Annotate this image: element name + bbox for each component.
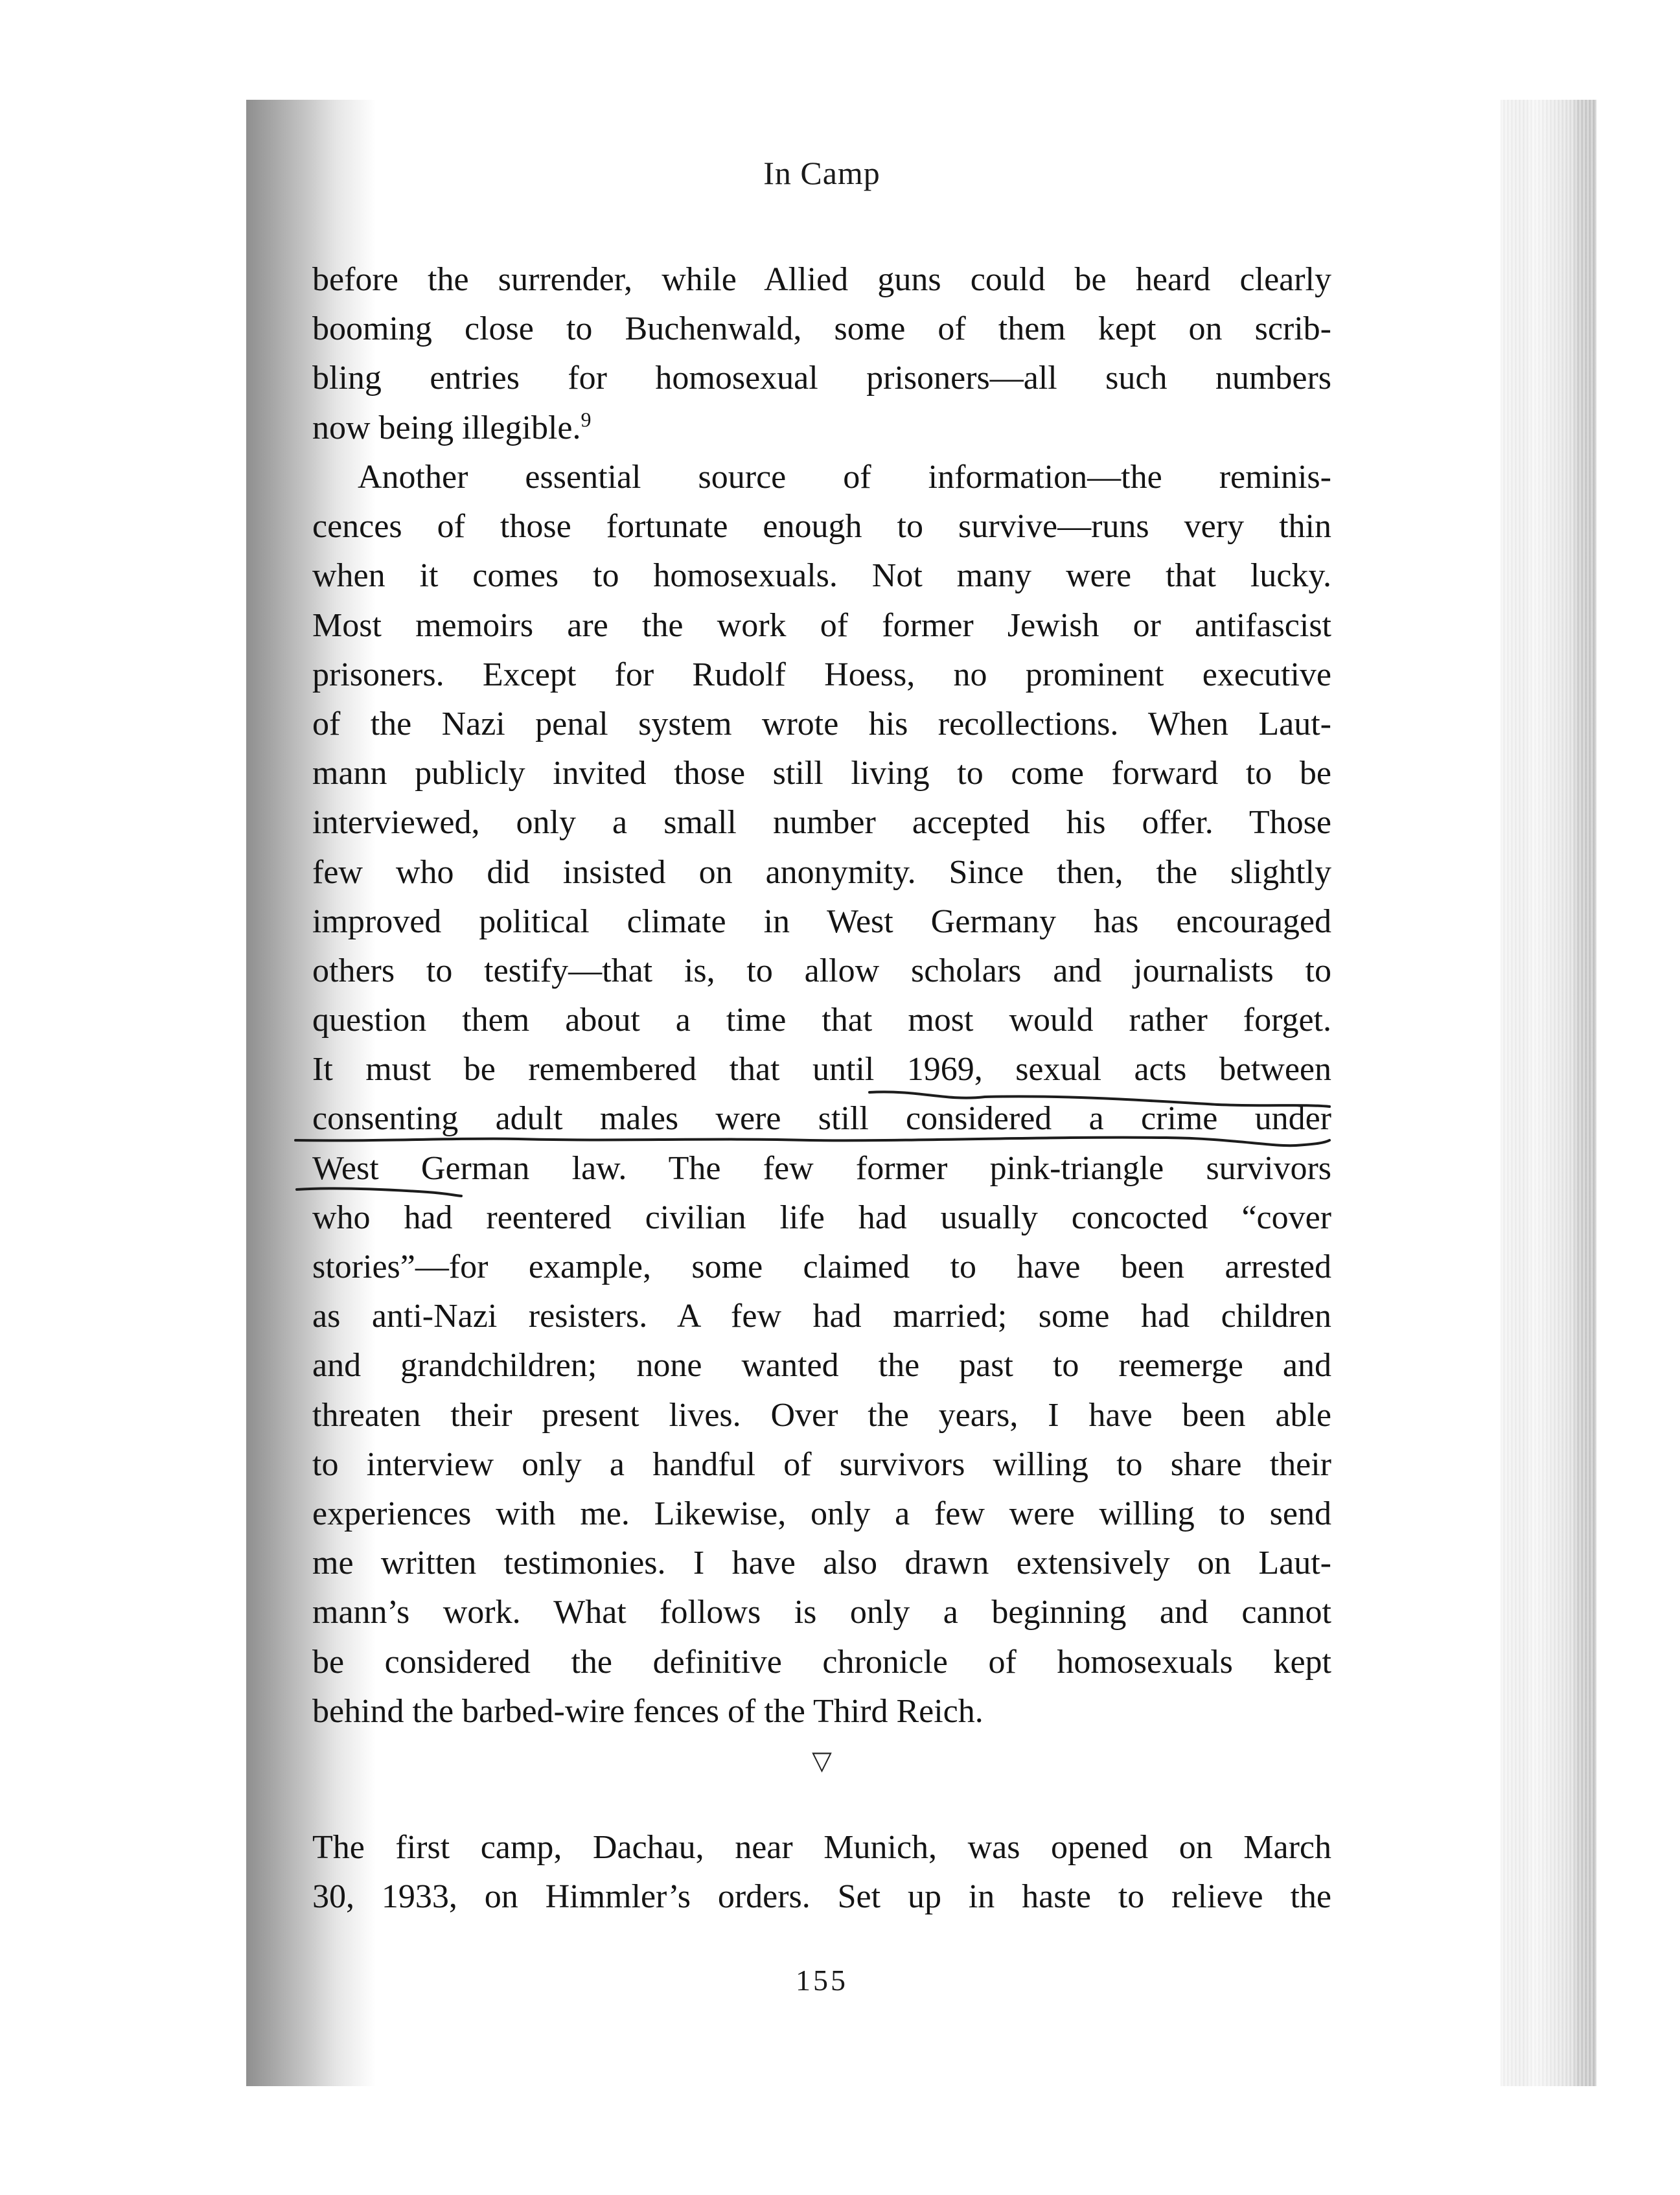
footnote-ref[interactable]: 9 bbox=[581, 408, 592, 431]
text-line: others to testify—that is, to allow scholars and journalists to bbox=[312, 952, 1331, 989]
text-line: to interview only a handful of survivors willing to share their bbox=[312, 1445, 1331, 1483]
paragraph-dachau bbox=[312, 1823, 1331, 1922]
text-line: prisoners. Except for Rudolf Hoess, no prominent executive bbox=[312, 656, 1331, 693]
text-line-underlined: It must be remembered that until 1969, sexual acts between bbox=[312, 1051, 1331, 1088]
text-line: The first camp, Dachau, near Munich, was opened on March bbox=[312, 1829, 1331, 1866]
text-line: mann’s work. What follows is only a beginning and cannot bbox=[312, 1594, 1331, 1631]
text-line-last bbox=[312, 404, 1331, 453]
page-number: 155 bbox=[796, 1964, 848, 1997]
text-line: improved political climate in West Germany has encouraged bbox=[312, 902, 1331, 940]
text-line-underlined: consenting adult males were still considered a crime under bbox=[312, 1100, 1331, 1138]
text-line: mann publicly invited those still living to come forward to be bbox=[312, 755, 1331, 792]
text-line: when it comes to homosexuals. Not many were that lucky. bbox=[312, 557, 1331, 595]
text-line: behind the barbed-wire fences of the Third Reich. bbox=[312, 1692, 984, 1730]
text-line: bling entries for homosexual prisoners—all such numbers bbox=[312, 360, 1331, 397]
text-line: Most memoirs are the work of former Jewish or antifascist bbox=[312, 606, 1331, 644]
paragraph-reminiscences bbox=[312, 453, 1331, 1736]
text-line: few who did insisted on anonymity. Since then, the slightly bbox=[312, 853, 1331, 891]
text-line-underlined: West German law. The few former pink-triangle survivors bbox=[312, 1149, 1331, 1187]
text-line: stories”—for example, some claimed to have been arrested bbox=[312, 1248, 1331, 1285]
text-line: experiences with me. Likewise, only a few were willing to send bbox=[312, 1495, 1331, 1532]
text-line: question them about a time that most would rather forget. bbox=[312, 1002, 1331, 1039]
page-edge-strip bbox=[1501, 100, 1596, 2086]
text-line: me written testimonies. I have also drawn extensively on Laut- bbox=[312, 1545, 1331, 1582]
running-head: In Camp bbox=[763, 155, 880, 191]
paragraph-continuation bbox=[312, 255, 1331, 453]
text-line: be considered the definitive chronicle of homosexuals kept bbox=[312, 1643, 1331, 1681]
text-line: cences of those fortunate enough to survive—runs very thin bbox=[312, 508, 1331, 546]
section-break-triangle-icon: ▽ bbox=[812, 1746, 832, 1776]
text-line: of the Nazi penal system wrote his recollections. When Laut- bbox=[312, 705, 1331, 742]
text-line: now being illegible. bbox=[312, 409, 581, 446]
text-line: and grandchildren; none wanted the past to reemerge and bbox=[312, 1347, 1331, 1385]
text-line: before the surrender, while Allied guns could be heard clearly bbox=[312, 261, 1331, 298]
text-line: threaten their present lives. Over the years, I have been able bbox=[312, 1396, 1331, 1434]
text-line: booming close to Buchenwald, some of them kept on scrib- bbox=[312, 310, 1331, 348]
text-line: interviewed, only a small number accepted his offer. Those bbox=[312, 804, 1331, 842]
text-line: 30, 1933, on Himmler’s orders. Set up in haste to relieve the bbox=[312, 1878, 1331, 1916]
text-line: who had reentered civilian life had usually concocted “cover bbox=[312, 1199, 1331, 1236]
text-line: as anti-Nazi resisters. A few had married; some had children bbox=[312, 1298, 1331, 1335]
text-line: Another essential source of information—the reminis- bbox=[358, 459, 1331, 496]
